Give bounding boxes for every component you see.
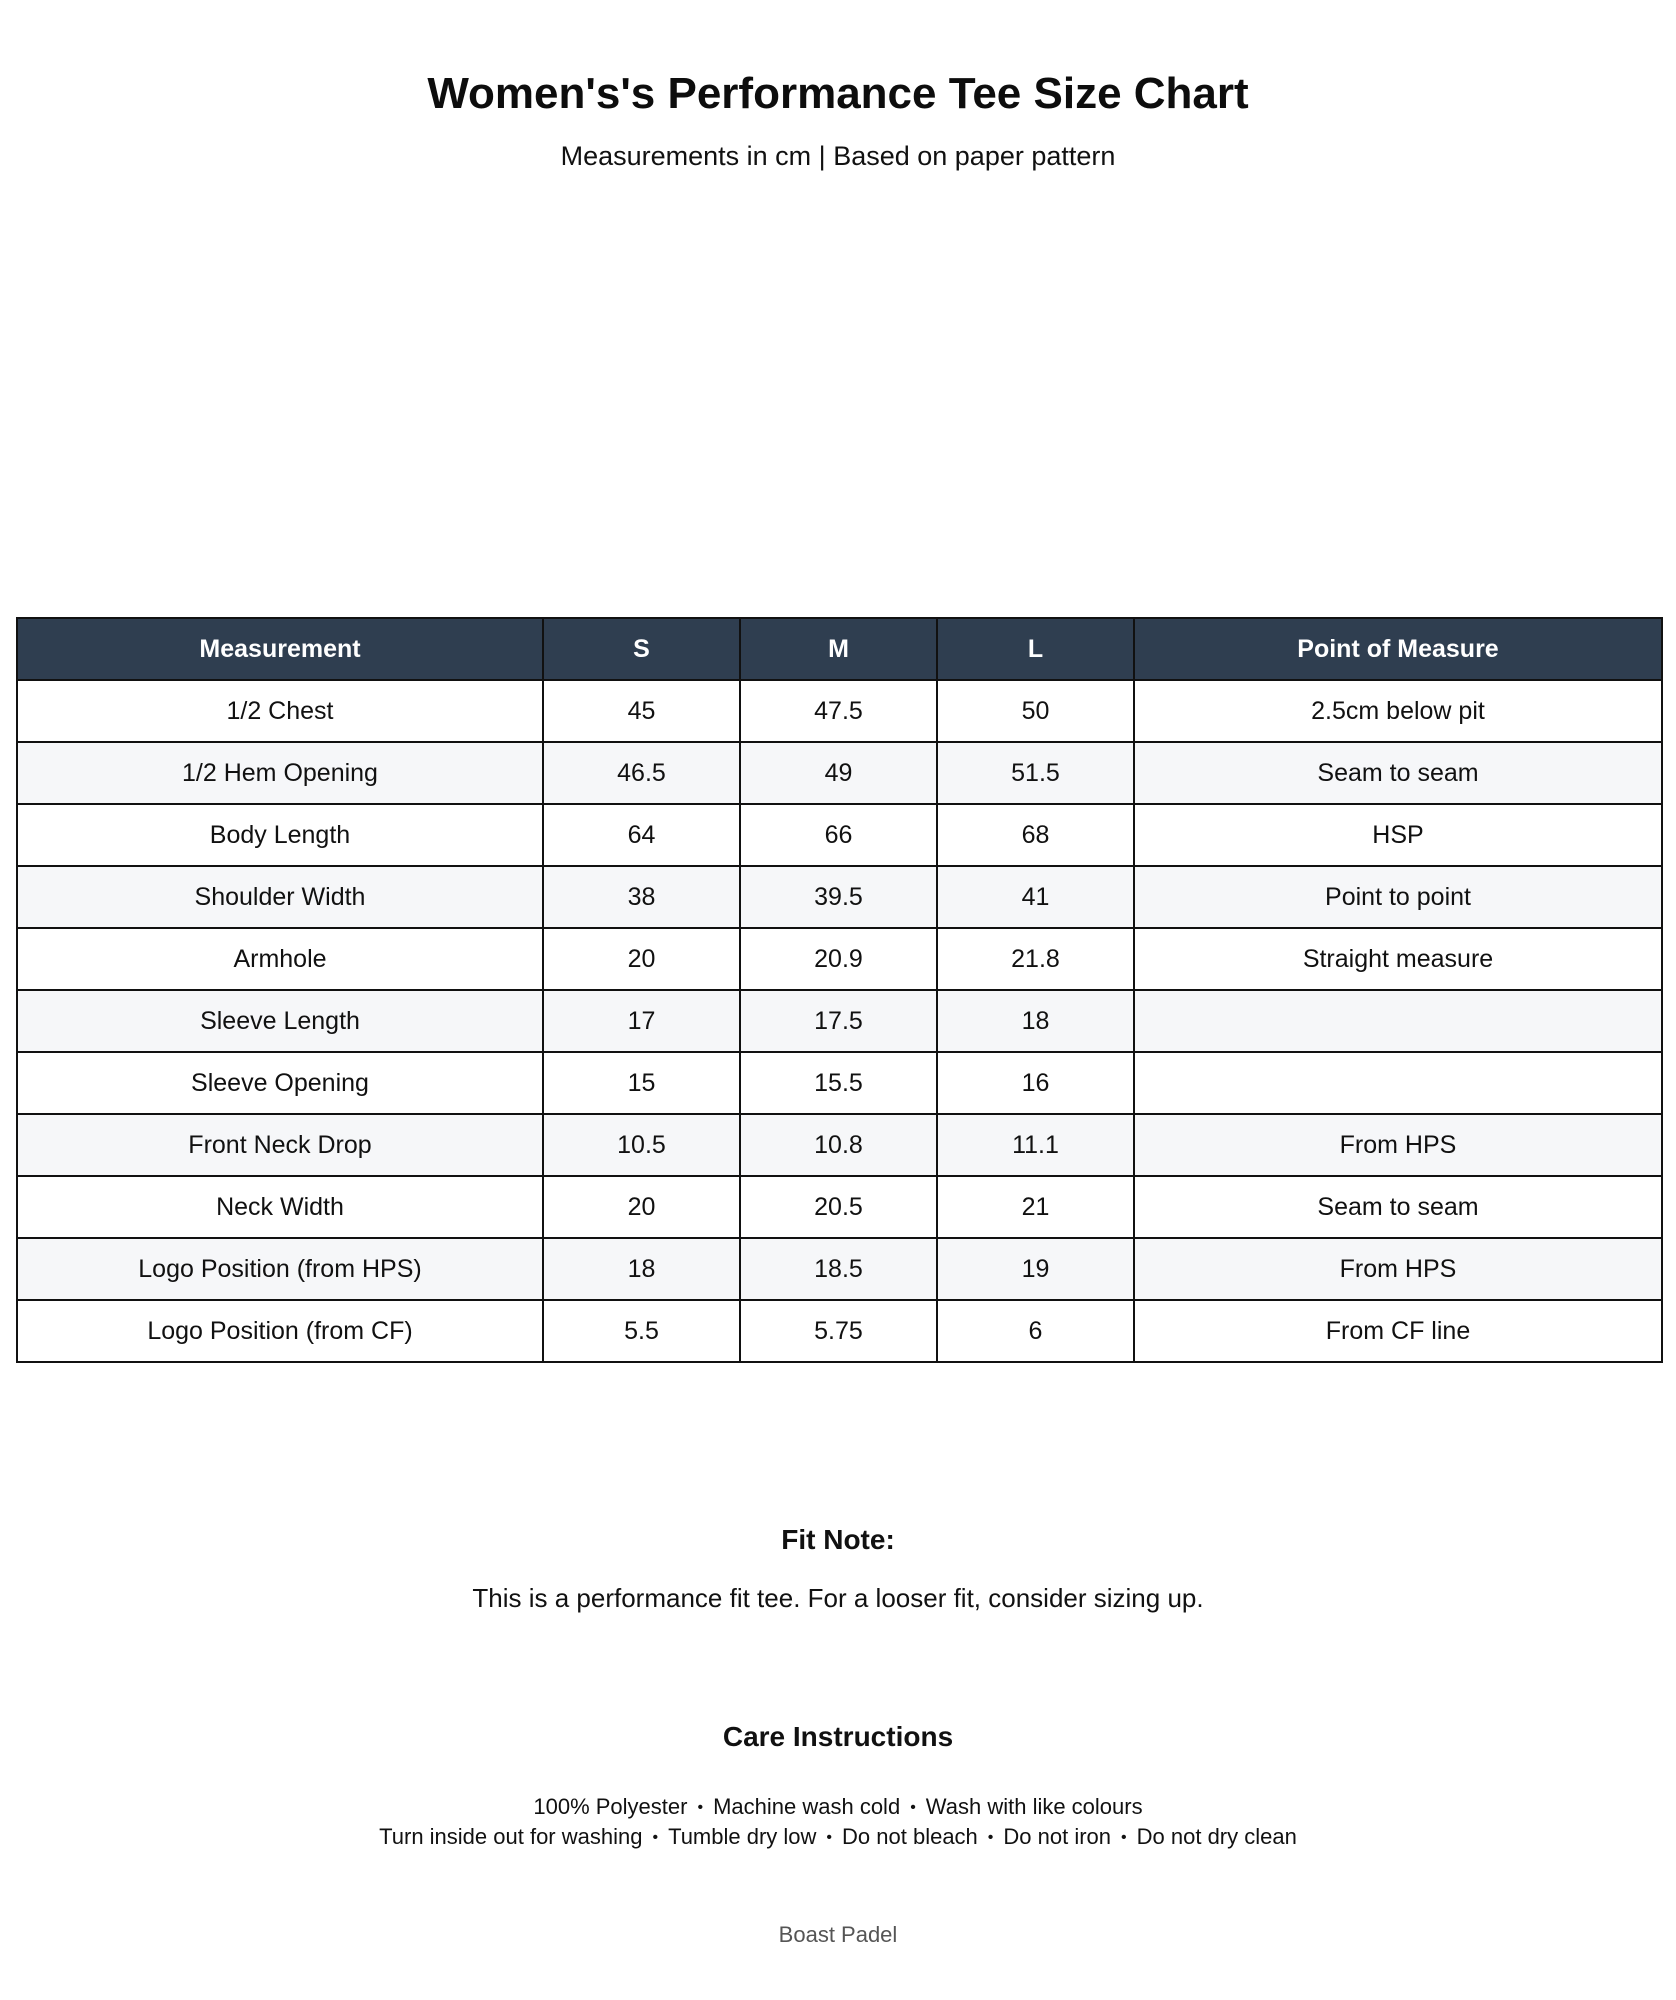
care-instruction-item: 100% Polyester — [533, 1794, 688, 1819]
table-header-row — [17, 618, 1662, 680]
table-cell: 18 — [937, 990, 1134, 1052]
table-cell: 45 — [543, 680, 740, 742]
table-cell — [1134, 1052, 1662, 1114]
table-cell: 50 — [937, 680, 1134, 742]
table-cell: 49 — [740, 742, 937, 804]
bullet-separator: • — [910, 1799, 916, 1817]
page-subtitle: Measurements in cm | Based on paper pattern — [560, 141, 1116, 171]
fit-note-text: This is a performance fit tee. For a looser fit, consider sizing up. — [472, 1583, 1204, 1613]
table-cell: 10.5 — [543, 1114, 740, 1176]
table-header — [17, 618, 1662, 680]
table-cell: 15 — [543, 1052, 740, 1114]
table-cell: Seam to seam — [1134, 742, 1662, 804]
table-cell: HSP — [1134, 804, 1662, 866]
size-chart-table — [16, 617, 1663, 1363]
table-cell: 20.5 — [740, 1176, 937, 1238]
table-cell: Body Length — [17, 804, 543, 866]
table-row — [17, 742, 1662, 804]
table-cell: 64 — [543, 804, 740, 866]
table-row — [17, 1114, 1662, 1176]
table-cell: 5.5 — [543, 1300, 740, 1362]
column-header-m: M — [740, 618, 937, 680]
bullet-separator: • — [987, 1829, 994, 1847]
footer-brand: Boast Padel — [778, 1922, 898, 1947]
table-cell: From HPS — [1134, 1238, 1662, 1300]
column-header-point-of-measure: Point of Measure — [1134, 618, 1662, 680]
table-cell: Point to point — [1134, 866, 1662, 928]
bullet-separator: • — [1121, 1829, 1127, 1847]
table-cell: 21.8 — [937, 928, 1134, 990]
table-row — [17, 1052, 1662, 1114]
care-instruction-item: Do not iron — [1003, 1824, 1112, 1849]
table-body — [17, 680, 1662, 1362]
table-row — [17, 1238, 1662, 1300]
table-cell: 66 — [740, 804, 937, 866]
table-cell: 6 — [937, 1300, 1134, 1362]
table-cell: From HPS — [1134, 1114, 1662, 1176]
table-cell: 10.8 — [740, 1114, 937, 1176]
table-cell — [1134, 990, 1662, 1052]
table-cell: Sleeve Length — [17, 990, 543, 1052]
table-cell: Sleeve Opening — [17, 1052, 543, 1114]
table-cell: 16 — [937, 1052, 1134, 1114]
table-cell: 39.5 — [740, 866, 937, 928]
table-row — [17, 928, 1662, 990]
table-cell: 20 — [543, 928, 740, 990]
table-cell: 21 — [937, 1176, 1134, 1238]
table-cell: 18.5 — [740, 1238, 937, 1300]
table-cell: From CF line — [1134, 1300, 1662, 1362]
care-instructions-line-1 — [0, 1792, 1676, 1823]
size-chart-table-container — [16, 617, 1661, 1363]
table-cell: 1/2 Chest — [17, 680, 543, 742]
table-cell: 47.5 — [740, 680, 937, 742]
table-cell: 19 — [937, 1238, 1134, 1300]
table-cell: 17.5 — [740, 990, 937, 1052]
table-cell: Logo Position (from HPS) — [17, 1238, 543, 1300]
table-cell: 1/2 Hem Opening — [17, 742, 543, 804]
care-instruction-item: Turn inside out for washing — [379, 1824, 643, 1849]
table-cell: 18 — [543, 1238, 740, 1300]
fit-note-heading: Fit Note: — [781, 1524, 895, 1555]
table-cell: Shoulder Width — [17, 866, 543, 928]
column-header-measurement: Measurement — [17, 618, 543, 680]
care-instructions-heading: Care Instructions — [722, 1721, 954, 1752]
page-title: Women's's Performance Tee Size Chart — [427, 69, 1249, 118]
table-cell: 11.1 — [937, 1114, 1134, 1176]
bullet-separator: • — [652, 1829, 659, 1847]
column-header-l: L — [937, 618, 1134, 680]
table-cell: 15.5 — [740, 1052, 937, 1114]
table-cell: Seam to seam — [1134, 1176, 1662, 1238]
care-instruction-item: Wash with like colours — [925, 1794, 1143, 1819]
table-cell: 20 — [543, 1176, 740, 1238]
care-instruction-item: Do not dry clean — [1136, 1824, 1297, 1849]
care-instruction-item: Tumble dry low — [668, 1824, 817, 1849]
table-row — [17, 804, 1662, 866]
table-row — [17, 1300, 1662, 1362]
table-cell: Front Neck Drop — [17, 1114, 543, 1176]
care-instruction-item: Do not bleach — [842, 1824, 978, 1849]
table-cell: 5.75 — [740, 1300, 937, 1362]
table-cell: Neck Width — [17, 1176, 543, 1238]
table-cell: Straight measure — [1134, 928, 1662, 990]
table-cell: 41 — [937, 866, 1134, 928]
table-cell: 17 — [543, 990, 740, 1052]
table-row — [17, 1176, 1662, 1238]
table-cell: Logo Position (from CF) — [17, 1300, 543, 1362]
care-instruction-item: Machine wash cold — [713, 1794, 901, 1819]
table-cell: 38 — [543, 866, 740, 928]
care-instructions-line-2 — [0, 1822, 1676, 1853]
table-cell: 46.5 — [543, 742, 740, 804]
table-row — [17, 680, 1662, 742]
table-row — [17, 990, 1662, 1052]
table-cell: 51.5 — [937, 742, 1134, 804]
table-cell: Armhole — [17, 928, 543, 990]
table-cell: 68 — [937, 804, 1134, 866]
table-cell: 20.9 — [740, 928, 937, 990]
table-row — [17, 866, 1662, 928]
column-header-s: S — [543, 618, 740, 680]
bullet-separator: • — [697, 1799, 704, 1817]
table-cell: 2.5cm below pit — [1134, 680, 1662, 742]
bullet-separator: • — [826, 1829, 833, 1847]
